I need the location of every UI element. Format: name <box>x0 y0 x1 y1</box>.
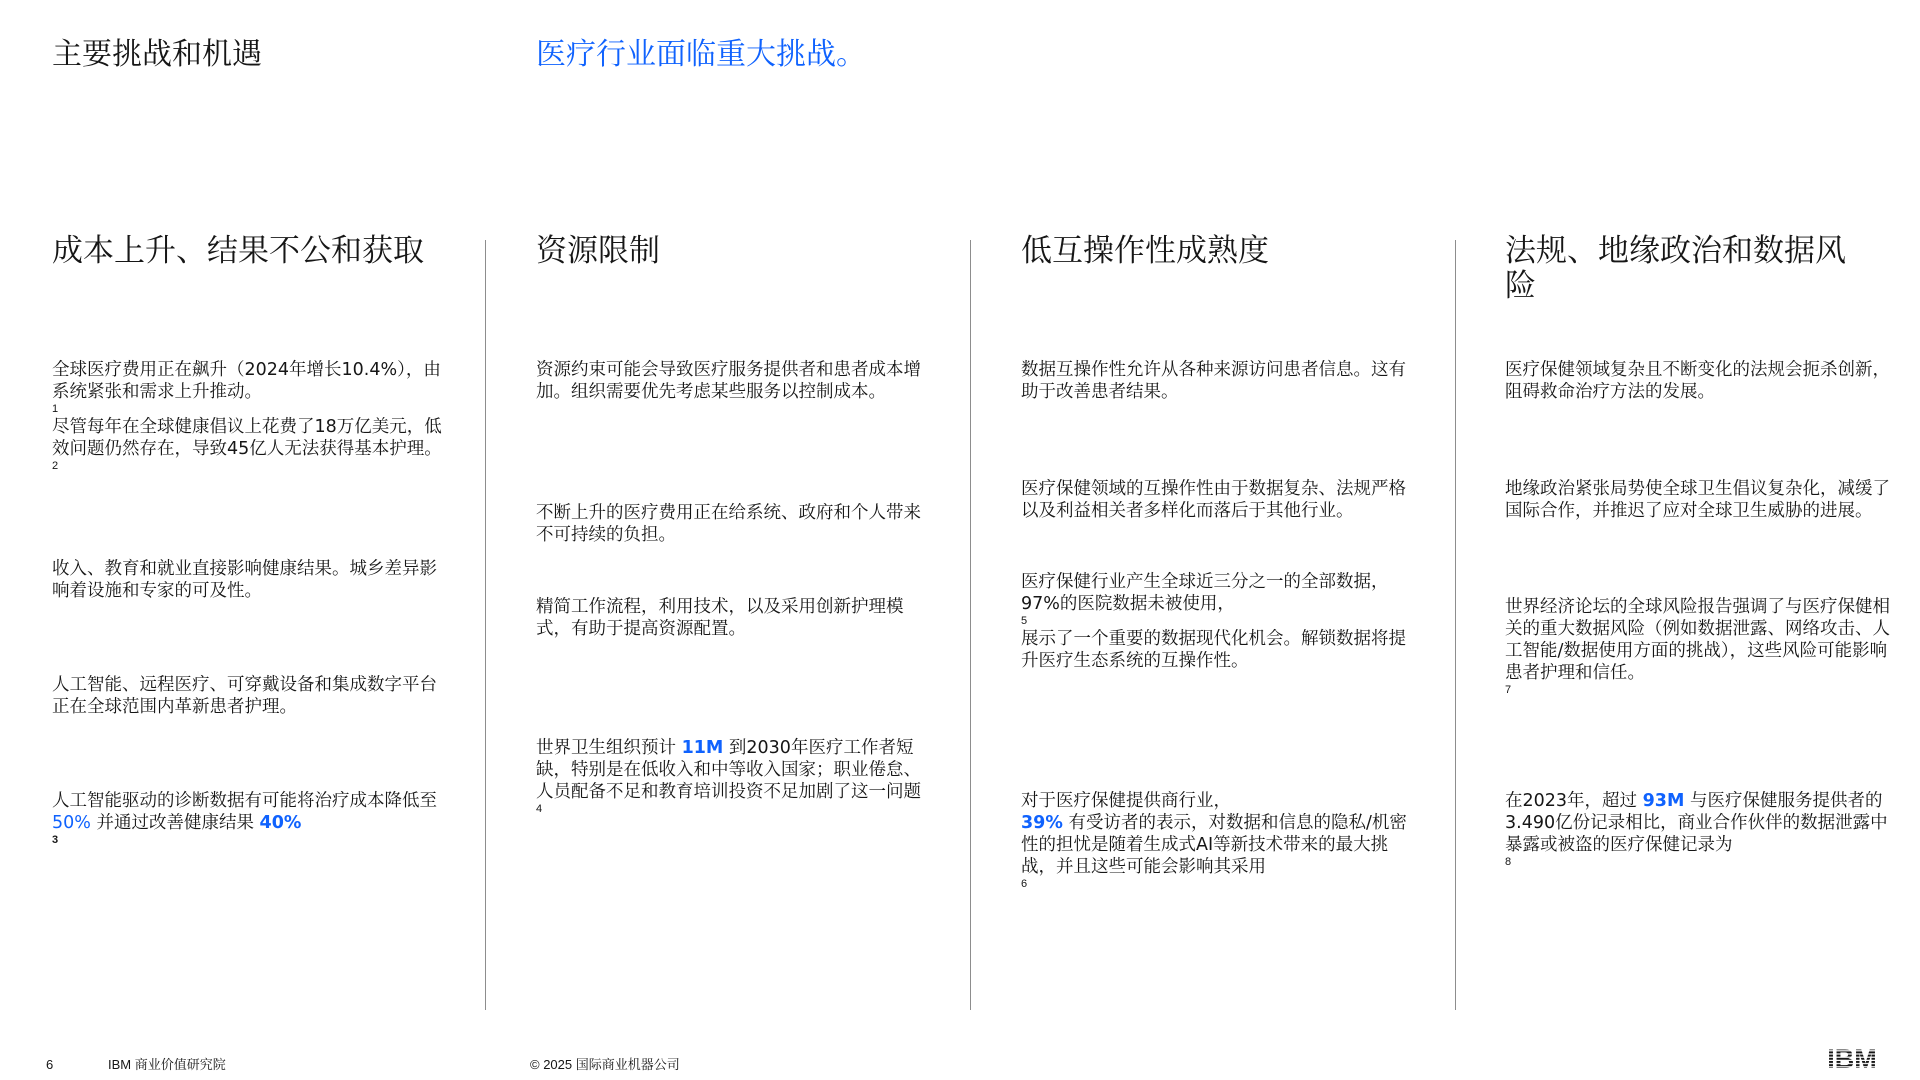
column-title: 资源限制 <box>536 233 660 269</box>
copyright-text: © 2025 国际商业机器公司 <box>530 1057 680 1072</box>
ibm-logo <box>1819 1045 1885 1075</box>
item-text: 世界经济论坛的全球风险报告强调了与医疗保健相关的重大数据风险（例如数据泄露、网络攻击、人工智能/数据使用方面的挑战），这些风险可能影响患者护理和信任。 <box>1505 597 1890 683</box>
column-item <box>1505 790 1900 869</box>
highlight-stat: 39% <box>1021 813 1063 833</box>
highlight-stat: 11M <box>681 738 724 758</box>
column-title: 成本上升、结果不公和获取 <box>52 233 424 269</box>
item-text: 在2023年，超过 93M 与医疗保健服务提供者的3.490亿份记录相比，商业合作伙伴的数据泄露中暴露或被盗的医疗保健记录为 <box>1505 791 1888 855</box>
item-text: 人工智能驱动的诊断数据有可能将治疗成本降低至 50% 并通过改善健康结果 40% <box>52 791 437 833</box>
column-title: 法规、地缘政治和数据风险 <box>1505 233 1846 304</box>
item-text: 全球医疗费用正在飙升（2024年增长10.4%），由系统紧张和需求上升推动。 <box>52 360 441 402</box>
column-item <box>1505 359 1900 403</box>
column-regulation <box>1505 233 1900 868</box>
item-text: 世界卫生组织预计 11M 到2030年医疗工作者短缺，特别是在低收入和中等收入国家；职业倦怠、人员配备不足和教育培训投资不足加剧了这一问题 <box>536 738 921 802</box>
column-resources <box>536 233 931 815</box>
column-item <box>1021 571 1416 672</box>
highlight-stat: 40% <box>259 813 302 833</box>
column-item <box>1021 790 1416 891</box>
item-text: 精简工作流程，利用技术，以及采用创新护理模式，有助于提高资源配置。 <box>536 597 904 639</box>
item-text: 医疗保健领域的互操作性由于数据复杂、法规严格以及利益相关者多样化而落后于其他行业。 <box>1021 479 1406 521</box>
footnote-marker: 1 <box>52 403 59 415</box>
footnote-marker: 3 <box>52 834 59 846</box>
highlight-stat: 93M <box>1642 791 1685 811</box>
page-headline: 医疗行业面临重大挑战。 <box>536 37 866 72</box>
column-item <box>1021 478 1416 522</box>
column-item <box>536 359 931 403</box>
item-text: 收入、教育和就业直接影响健康结果。城乡差异影响着设施和专家的可及性。 <box>52 559 437 601</box>
item-text: 人工智能、远程医疗、可穿戴设备和集成数字平台正在全球范围内革新患者护理。 <box>52 675 437 717</box>
item-text: 资源约束可能会导致医疗服务提供者和患者成本增加。组织需要优先考虑某些服务以控制成本。 <box>536 360 921 402</box>
column-item <box>536 737 931 816</box>
footnote-marker: 6 <box>1021 878 1028 890</box>
footnote-marker: 5 <box>1021 615 1028 627</box>
column-item <box>1505 478 1900 522</box>
column-item <box>52 674 447 718</box>
item-text: 数据互操作性允许从各种来源访问患者信息。这有助于改善患者结果。 <box>1021 360 1406 402</box>
item-text: 地缘政治紧张局势使全球卫生倡议复杂化，减缓了国际合作，并推迟了应对全球卫生威胁的进展。 <box>1505 479 1890 521</box>
publisher-label: IBM 商业价值研究院 <box>108 1057 226 1072</box>
column-item <box>536 502 931 546</box>
item-text: 展示了一个重要的数据现代化机会。解锁数据将提升医疗生态系统的互操作性。 <box>1021 629 1406 671</box>
column-interoperability <box>1021 233 1416 890</box>
column-item <box>52 790 447 847</box>
footnote-marker: 8 <box>1505 856 1512 868</box>
item-text: 医疗保健行业产生全球近三分之一的全部数据，97%的医院数据未被使用， <box>1021 572 1389 614</box>
column-item <box>52 558 447 602</box>
column-divider <box>970 240 971 1010</box>
column-item <box>52 359 447 473</box>
column-title: 低互操作性成熟度 <box>1021 233 1269 269</box>
footnote-marker: 4 <box>536 803 543 815</box>
column-item <box>1021 359 1416 403</box>
column-costs <box>52 233 447 846</box>
column-item <box>1505 596 1900 697</box>
column-item <box>536 596 931 640</box>
column-divider <box>485 240 486 1010</box>
column-divider <box>1455 240 1456 1010</box>
page-number: 6 <box>46 1057 54 1072</box>
item-text: 对于医疗保健提供商行业， 39% 有受访者的表示，对数据和信息的隐私/机密性的担忧是随着生成式AI等新技术带来的最大挑战，并且这些可能会影响其采用 <box>1021 791 1407 877</box>
highlight-stat: 50% <box>52 813 91 833</box>
item-text: 医疗保健领域复杂且不断变化的法规会扼杀创新，阻碍救命治疗方法的发展。 <box>1505 360 1890 402</box>
section-title: 主要挑战和机遇 <box>52 37 262 72</box>
footnote-marker: 7 <box>1505 684 1512 696</box>
item-text: 尽管每年在全球健康倡议上花费了18万亿美元，低效问题仍然存在，导致45亿人无法获得基本护理。 <box>52 417 442 459</box>
item-text: 不断上升的医疗费用正在给系统、政府和个人带来不可持续的负担。 <box>536 503 921 545</box>
footnote-marker: 2 <box>52 460 59 472</box>
